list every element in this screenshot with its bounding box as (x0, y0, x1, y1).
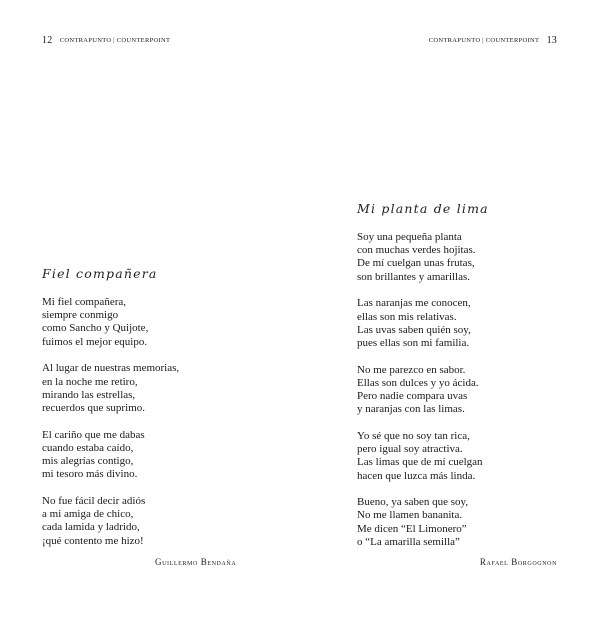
poem-line: No me llamen bananita. (357, 509, 463, 522)
stanza (42, 296, 179, 349)
stanza (357, 496, 489, 549)
poem-line: o “La amarilla semilla” (357, 535, 460, 548)
poem-line: Me dicen “El Limonero” (357, 522, 467, 535)
left-page-header (42, 35, 170, 46)
poem-line: son brillantes y amarillas. (357, 270, 471, 283)
poem-line: El cariño que me dabas (42, 428, 145, 441)
poem-line: y naranjas con las limas. (357, 403, 465, 416)
poem-line: No me parezco en sabor. (357, 363, 466, 376)
poem-line: Las naranjas me conocen, (357, 297, 471, 310)
poem-line: Ellas son dulces y yo ácida. (357, 376, 479, 389)
poem-line: recuerdos que suprimo. (42, 401, 145, 414)
stanza (42, 429, 179, 482)
poem-title: Fiel compañera (42, 266, 158, 281)
poem-line: Yo sé que no soy tan rica, (357, 429, 470, 442)
poem-line: mis alegrías contigo, (42, 455, 134, 468)
poem-line: mirando las estrellas, (42, 388, 136, 401)
poem-line: No fue fácil decir adiós (42, 494, 146, 507)
poem-line: como Sancho y Quijote, (42, 322, 149, 335)
poem-fiel-companera (42, 266, 179, 561)
poem-line: Las uvas saben quién soy, (357, 323, 471, 336)
poem-line: cuando estaba caído, (42, 441, 134, 454)
poem-line: ellas son mis relativas. (357, 310, 457, 323)
stanza (357, 430, 489, 483)
poem-line: cada lamida y ladrido, (42, 521, 140, 534)
poem-line: ¡qué contento me hizo! (42, 534, 144, 547)
poem-line: fuimos el mejor equipo. (42, 335, 148, 348)
poem-line: a mi amiga de chico, (42, 508, 134, 521)
stanza (357, 364, 489, 417)
poem-title: Mi planta de lima (357, 201, 489, 216)
stanza (42, 362, 179, 415)
poem-author: Guillermo Bendaña (155, 557, 237, 567)
right-page (300, 0, 600, 628)
page-number: 12 (42, 35, 53, 46)
poem-line: De mí cuelgan unas frutas, (357, 257, 475, 270)
poem-line: pero igual soy atractiva. (357, 443, 463, 456)
poem-line: en la noche me retiro, (42, 375, 138, 388)
poem-line: Bueno, ya saben que soy, (357, 496, 469, 509)
running-header: CONTRAPUNTO | COUNTERPOINT (428, 37, 540, 44)
poem-line: pues ellas son mi familia. (357, 336, 470, 349)
poem-author: Rafael Borgognon (479, 557, 557, 567)
page-number: 13 (546, 35, 557, 46)
poem-line: hacen que luzca más linda. (357, 469, 476, 482)
stanza (357, 297, 489, 350)
right-page-header (429, 35, 557, 46)
stanza (357, 231, 489, 284)
poem-line: con muchas verdes hojitas. (357, 244, 476, 257)
poem-line: Al lugar de nuestras memorias, (42, 362, 180, 375)
poem-line: Mi fiel compañera, (42, 296, 126, 308)
poem-line: mi tesoro más divino. (42, 468, 138, 481)
running-header: CONTRAPUNTO | COUNTERPOINT (59, 37, 171, 44)
poem-mi-planta-de-lima (357, 201, 489, 563)
poem-line: Las limas que de mí cuelgan (357, 456, 483, 469)
poem-line: siempre conmigo (42, 309, 119, 322)
poem-line: Soy una pequeña planta (357, 231, 462, 243)
stanza (42, 495, 179, 548)
poem-line: Pero nadie compara uvas (357, 390, 468, 403)
